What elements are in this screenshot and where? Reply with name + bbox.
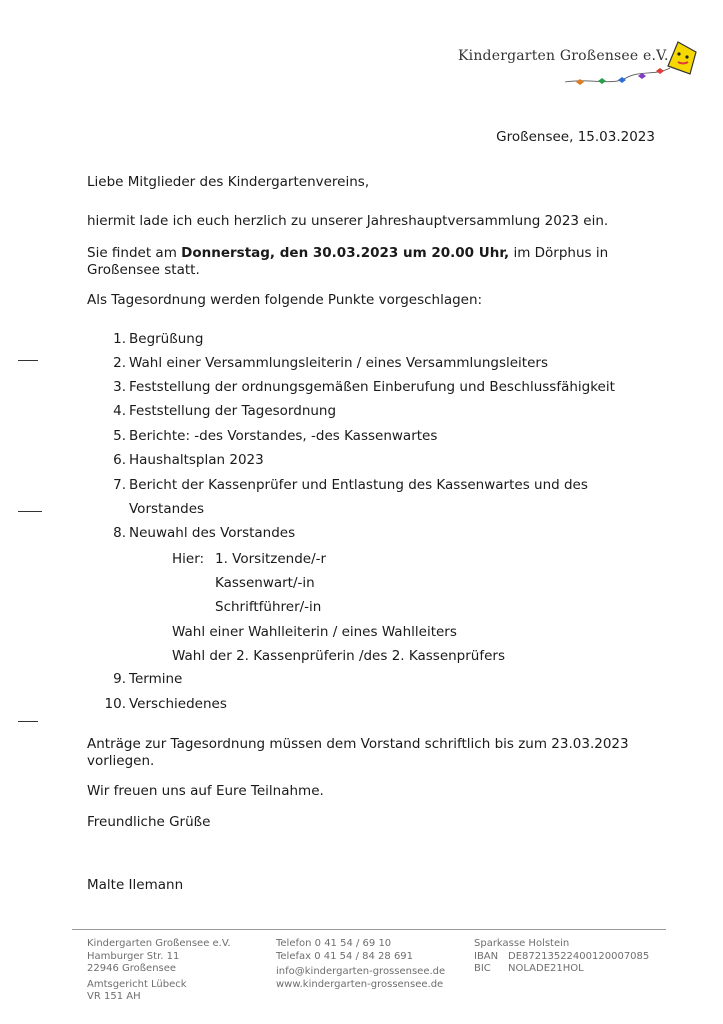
kite-icon — [560, 40, 700, 96]
footer-divider — [72, 929, 666, 930]
election-position-2: Kassenwart/-in — [215, 575, 315, 591]
website-link[interactable]: www.kindergarten-grossensee.de — [276, 978, 444, 990]
election-hier-label: Hier: — [172, 551, 205, 567]
email-link[interactable]: info@kindergarten-grossensee.de — [276, 966, 446, 977]
venue-prefix: Sie findet am — [87, 245, 182, 261]
election-position-3: Schriftführer/-in — [215, 599, 322, 615]
closing-thanks: Wir freuen uns auf Eure Teilnahme. — [87, 783, 324, 799]
venue-text — [87, 244, 608, 262]
signature-name: Malte Ilemann — [87, 877, 184, 893]
election-extra-2: Wahl der 2. Kassenprüferin /des 2. Kassenprüfers — [172, 648, 505, 664]
agenda-item-7: 7. Bericht der Kassenprüfer und Entlastung des Kassenwartes und des — [113, 477, 588, 493]
motions-line1: Anträge zur Tagesordnung müssen dem Vorstand schriftlich bis zum 23.03.2023 — [87, 736, 629, 752]
footer-contact — [276, 938, 445, 991]
fold-mark — [18, 360, 38, 361]
date-line: Großensee, 15.03.2023 — [496, 129, 655, 145]
agenda-intro: Als Tagesordnung werden folgende Punkte vorgeschlagen: — [87, 292, 483, 308]
salutation: Liebe Mitglieder des Kindergartenvereins, — [87, 174, 370, 190]
phone: Telefon 0 41 54 / 69 10 — [276, 938, 392, 949]
agenda-item-8: 8. Neuwahl des Vorstandes — [113, 525, 296, 541]
agenda-item-6: 6. Haushaltsplan 2023 — [113, 452, 264, 468]
agenda-item-3: 3. Feststellung der ordnungsgemäßen Einberufung und Beschlussfähigkeit — [113, 379, 615, 395]
agenda-item-10: 10. Verschiedenes — [104, 696, 227, 712]
closing-greeting: Freundliche Grüße — [87, 814, 211, 830]
venue-date-time: Donnerstag, den 30.03.2023 um 20.00 Uhr, — [181, 245, 510, 261]
punch-mark — [18, 511, 42, 512]
motions-line2: vorliegen. — [87, 753, 155, 769]
agenda-item-9: 9. Termine — [113, 671, 183, 687]
logo-text: Kindergarten Großensee e.V. — [458, 48, 669, 64]
venue-line2: Großensee statt. — [87, 262, 200, 278]
agenda-item-5: 5. Berichte: -des Vorstandes, -des Kassenwartes — [113, 428, 438, 444]
venue-suffix: im Dörphus in — [509, 245, 609, 261]
election-extra-1: Wahl einer Wahlleiterin / eines Wahlleiters — [172, 624, 457, 640]
election-position-1: 1. Vorsitzende/-r — [215, 551, 327, 567]
fax: Telefax 0 41 54 / 84 28 691 — [276, 950, 414, 962]
agenda-item-1: 1. Begrüßung — [113, 331, 204, 347]
agenda-item-2: 2. Wahl einer Versammlungsleiterin / eines Versammlungsleiters — [113, 355, 548, 371]
intro-text: hiermit lade ich euch herzlich zu unserer Jahreshauptversammlung 2023 ein. — [87, 213, 609, 229]
agenda-item-4: 4. Feststellung der Tagesordnung — [113, 403, 337, 419]
fold-mark — [18, 721, 38, 722]
footer-address: Kindergarten Großensee e.V. Hamburger Str. 11 22946 Großensee Amtsgericht Lübeck VR 151 AH — [87, 938, 231, 1002]
footer-bank: Sparkasse Holstein IBAN DE87213522400120007085 BIC NOLADE21HOL — [474, 938, 650, 974]
